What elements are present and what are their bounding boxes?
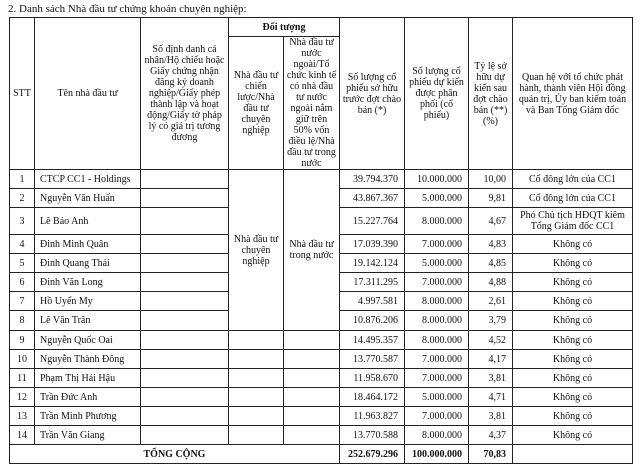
- row-shares-offered: 8.000.000: [405, 331, 469, 350]
- header-shares-offered: Số lượng cổ phiếu dự kiến được phân phối (cổ phiếu): [405, 18, 469, 170]
- row-strategic-empty: [229, 369, 284, 388]
- row-stt: 7: [10, 292, 35, 311]
- row-id-document-redacted: [141, 292, 229, 311]
- row-shares-offered: 7.000.000: [405, 273, 469, 292]
- row-ratio-after: 4,85: [469, 254, 513, 273]
- row-stt: 3: [10, 208, 35, 235]
- row-investor-name: Đinh Văn Long: [35, 273, 141, 292]
- row-id-document-redacted: [141, 369, 229, 388]
- row-shares-before: 19.142.124: [340, 254, 405, 273]
- row-shares-before: 14.495.357: [340, 331, 405, 350]
- row-id-document-redacted: [141, 273, 229, 292]
- row-shares-offered: 7.000.000: [405, 350, 469, 369]
- row-ratio-after: 3,81: [469, 407, 513, 426]
- row-stt: 10: [10, 350, 35, 369]
- row-shares-offered: 7.000.000: [405, 407, 469, 426]
- row-foreign-empty: [284, 407, 340, 426]
- row-shares-offered: 8.000.000: [405, 426, 469, 445]
- row-shares-offered: 7.000.000: [405, 235, 469, 254]
- header-foreign: Nhà đầu tư nước ngoài/Tổ chức kinh tế có nhà đầu tư nước ngoài nắm giữ trên 50% vốn điều lệ/Nhà đầu tư trong nước: [284, 37, 340, 170]
- row-stt: 9: [10, 331, 35, 350]
- row-ratio-after: 4,37: [469, 426, 513, 445]
- row-investor-name: Đinh Minh Quân: [35, 235, 141, 254]
- table-row: [10, 350, 633, 369]
- row-shares-before: 43.867.367: [340, 189, 405, 208]
- row-id-document-redacted: [141, 189, 229, 208]
- row-stt: 12: [10, 388, 35, 407]
- table-row: [10, 407, 633, 426]
- row-stt: 11: [10, 369, 35, 388]
- row-ratio-after: 3,81: [469, 369, 513, 388]
- row-stt: 6: [10, 273, 35, 292]
- row-stt: 8: [10, 311, 35, 331]
- row-investor-name: Hồ Uyển My: [35, 292, 141, 311]
- row-id-document-redacted: [141, 350, 229, 369]
- row-shares-offered: 10.000.000: [405, 170, 469, 189]
- investor-table-body: [10, 170, 633, 464]
- row-shares-before: 17.039.390: [340, 235, 405, 254]
- row-relation: Không có: [513, 388, 633, 407]
- row-ratio-after: 3,79: [469, 311, 513, 331]
- row-relation: Không có: [513, 350, 633, 369]
- header-name: Tên nhà đầu tư: [35, 18, 141, 170]
- row-relation: Không có: [513, 254, 633, 273]
- row-shares-offered: 5.000.000: [405, 388, 469, 407]
- row-relation: Không có: [513, 426, 633, 445]
- row-ratio-after: 4,88: [469, 273, 513, 292]
- group-foreign-cell: Nhà đầu tư trong nước: [284, 170, 340, 331]
- row-ratio-after: 4,52: [469, 331, 513, 350]
- header-stt: STT: [10, 18, 35, 170]
- table-row: [10, 369, 633, 388]
- row-investor-name: Nguyễn Quốc Oai: [35, 331, 141, 350]
- row-id-document-redacted: [141, 388, 229, 407]
- row-shares-before: 11.958.670: [340, 369, 405, 388]
- row-stt: 14: [10, 426, 35, 445]
- row-strategic-empty: [229, 331, 284, 350]
- row-id-document-redacted: [141, 170, 229, 189]
- total-label: TỔNG CỘNG: [10, 445, 340, 464]
- row-id-document-redacted: [141, 208, 229, 235]
- row-stt: 4: [10, 235, 35, 254]
- row-relation: Không có: [513, 273, 633, 292]
- row-id-document-redacted: [141, 331, 229, 350]
- header-strategic: Nhà đầu tư chiến lược/Nhà đầu tư chuyên nghiệp: [229, 37, 284, 170]
- row-id-document-redacted: [141, 407, 229, 426]
- row-ratio-after: 4,71: [469, 388, 513, 407]
- row-id-document-redacted: [141, 311, 229, 331]
- row-relation: Cổ đông lớn của CC1: [513, 170, 633, 189]
- row-shares-before: 13.770.587: [340, 350, 405, 369]
- row-id-document-redacted: [141, 235, 229, 254]
- row-stt: 1: [10, 170, 35, 189]
- row-foreign-empty: [284, 426, 340, 445]
- row-shares-before: 17.311.295: [340, 273, 405, 292]
- row-foreign-empty: [284, 369, 340, 388]
- row-investor-name: Trần Đức Anh: [35, 388, 141, 407]
- row-ratio-after: 10,00: [469, 170, 513, 189]
- row-investor-name: Lê Bảo Anh: [35, 208, 141, 235]
- row-stt: 5: [10, 254, 35, 273]
- table-row: [10, 388, 633, 407]
- row-shares-before: 4.997.581: [340, 292, 405, 311]
- row-foreign-empty: [284, 388, 340, 407]
- row-ratio-after: 9,81: [469, 189, 513, 208]
- row-foreign-empty: [284, 331, 340, 350]
- section-heading: 2. Danh sách Nhà đầu tư chứng khoán chuyên nghiệp:: [8, 3, 247, 15]
- row-strategic-empty: [229, 350, 284, 369]
- header-target-group: Đối tượng: [229, 18, 340, 37]
- row-shares-offered: 7.000.000: [405, 369, 469, 388]
- row-investor-name: Phạm Thị Hải Hậu: [35, 369, 141, 388]
- table-row: [10, 426, 633, 445]
- row-strategic-empty: [229, 407, 284, 426]
- total-row: [10, 445, 633, 464]
- row-relation: Cổ đông lớn của CC1: [513, 189, 633, 208]
- row-relation: Không có: [513, 311, 633, 331]
- row-relation: Không có: [513, 369, 633, 388]
- row-investor-name: CTCP CC1 - Holdings: [35, 170, 141, 189]
- row-relation: Phó Chủ tịch HĐQT kiêm Tổng Giám đốc CC1: [513, 208, 633, 235]
- table-row: [10, 170, 633, 189]
- table-row: [10, 331, 633, 350]
- row-relation: Không có: [513, 331, 633, 350]
- row-shares-offered: 8.000.000: [405, 292, 469, 311]
- row-stt: 2: [10, 189, 35, 208]
- row-investor-name: Đinh Quang Thái: [35, 254, 141, 273]
- row-relation: Không có: [513, 292, 633, 311]
- row-investor-name: Lê Văn Trân: [35, 311, 141, 331]
- row-shares-offered: 8.000.000: [405, 208, 469, 235]
- row-investor-name: Nguyễn Văn Huấn: [35, 189, 141, 208]
- header-relation: Quan hệ với tổ chức phát hành, thành viên Hội đồng quản trị, Ủy ban kiểm toán và Ban Tổng Giám đốc: [513, 18, 633, 170]
- row-ratio-after: 2,61: [469, 292, 513, 311]
- total-ratio-after: 70,83: [469, 445, 513, 464]
- row-shares-before: 10.876.206: [340, 311, 405, 331]
- row-shares-offered: 8.000.000: [405, 311, 469, 331]
- row-ratio-after: 4,83: [469, 235, 513, 254]
- row-shares-before: 13.770.588: [340, 426, 405, 445]
- row-relation: Không có: [513, 235, 633, 254]
- row-investor-name: Trần Minh Phương: [35, 407, 141, 426]
- row-relation: Không có: [513, 407, 633, 426]
- total-shares-before: 252.679.296: [340, 445, 405, 464]
- header-ratio-after: Tỷ lệ sở hữu dự kiến sau đợt chào bán (**) (%): [469, 18, 513, 170]
- row-ratio-after: 4,67: [469, 208, 513, 235]
- row-investor-name: Nguyễn Thành Đông: [35, 350, 141, 369]
- row-shares-before: 39.794.370: [340, 170, 405, 189]
- total-shares-offered: 100.000.000: [405, 445, 469, 464]
- investor-table: [9, 17, 633, 464]
- header-shares-before: Số lượng cổ phiếu sở hữu trước đợt chào bán (*): [340, 18, 405, 170]
- header-id-doc: Số định danh cá nhân/Hộ chiếu hoặc Giấy chứng nhận đăng ký doanh nghiệp/Giấy phép thành lập và hoạt động/Giấy tờ pháp lý có giá trị tương đương: [141, 18, 229, 170]
- row-shares-offered: 5.000.000: [405, 254, 469, 273]
- row-strategic-empty: [229, 388, 284, 407]
- row-strategic-empty: [229, 426, 284, 445]
- row-foreign-empty: [284, 350, 340, 369]
- row-shares-offered: 5.000.000: [405, 189, 469, 208]
- row-ratio-after: 4,17: [469, 350, 513, 369]
- row-id-document-redacted: [141, 254, 229, 273]
- row-shares-before: 15.227.764: [340, 208, 405, 235]
- group-strategic-cell: Nhà đầu tư chuyên nghiệp: [229, 170, 284, 331]
- row-investor-name: Trần Văn Giang: [35, 426, 141, 445]
- total-relation-empty: [513, 445, 633, 464]
- row-shares-before: 11.963.827: [340, 407, 405, 426]
- row-stt: 13: [10, 407, 35, 426]
- row-shares-before: 18.464.172: [340, 388, 405, 407]
- row-id-document-redacted: [141, 426, 229, 445]
